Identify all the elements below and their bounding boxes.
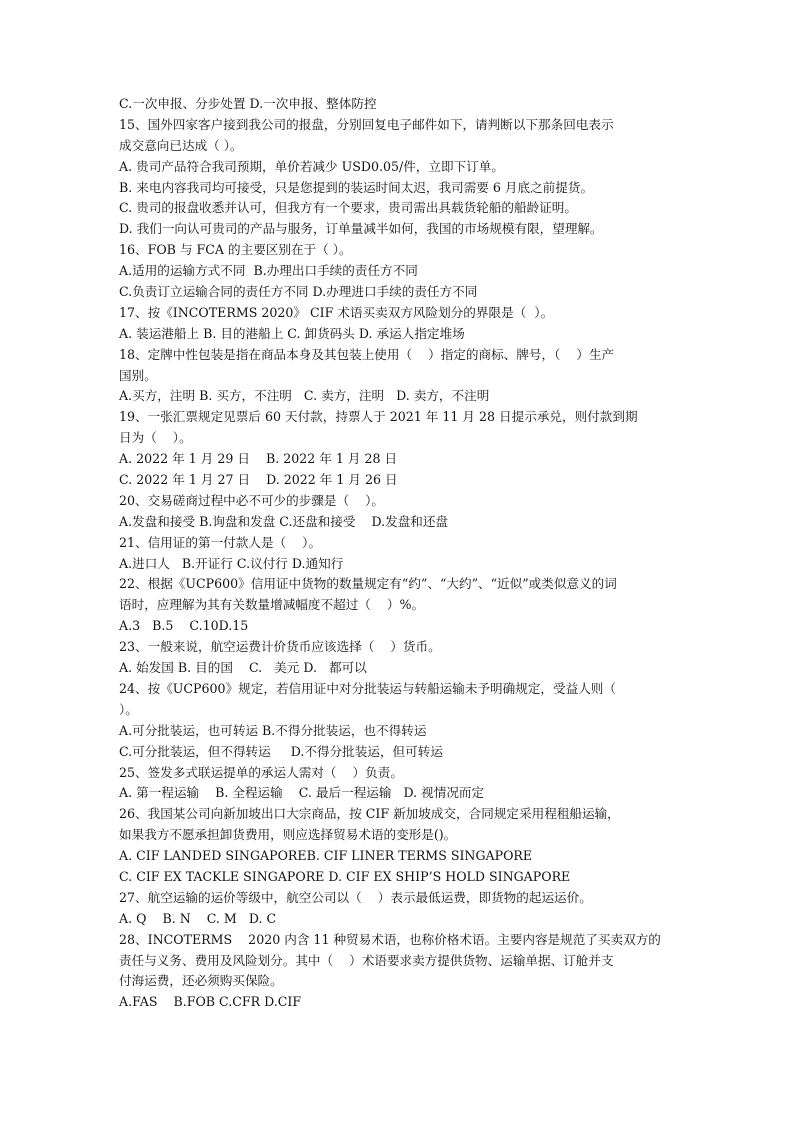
question-28-stem-cont: 责任与义务、费用及风险划分。其中（ ）术语要求卖方提供货物、运输单据、订舱并支 <box>119 952 614 968</box>
question-26-stem: 26、我国某公司向新加坡出口大宗商品，按 CIF 新加坡成交，合同规定采用程租船运输， <box>119 806 620 822</box>
question-18-stem-cont: 国别。 <box>119 367 157 383</box>
question-19-options-cd: C. 2022 年 1 月 27 日 D. 2022 年 1 月 26 日 <box>119 472 398 488</box>
question-26-stem-cont: 如果我方不愿承担卸货费用，则应选择贸易术语的变形是()。 <box>119 827 457 843</box>
question-24-options-ab: A.可分批装运，也可转运 B.不得分批装运，也不得转运 <box>119 722 427 738</box>
question-24-options-cd: C.可分批装运，但不得转运 D.不得分批装运，但可转运 <box>119 743 443 759</box>
question-15-option-b: B. 来电内容我司均可接受，只是您提到的装运时间太迟，我司需要 6 月底之前提货。 <box>119 179 594 195</box>
question-16-options-cd: C.负责订立运输合同的责任方不同 D.办理进口手续的责任方不同 <box>119 284 478 300</box>
question-text-block <box>119 94 679 1013</box>
question-15-stem-cont: 成交意向已达成（ ）。 <box>119 137 243 153</box>
question-28-options: A.FAS B.FOB C.CFR D.CIF <box>119 994 302 1010</box>
question-26-options-cd: C. CIF EX TACKLE SINGAPORE D. CIF EX SHIP’S HOLD SINGAPORE <box>119 868 571 884</box>
question-19-options-ab: A. 2022 年 1 月 29 日 B. 2022 年 1 月 28 日 <box>119 451 398 467</box>
question-19-stem: 19、一张汇票规定见票后 60 天付款，持票人于 2021 年 11 月 28 日提示承兑，则付款到期 <box>119 409 638 425</box>
question-17-options: A. 装运港船上 B. 目的港船上 C. 卸货码头 D. 承运人指定堆场 <box>119 325 465 341</box>
question-15-option-a: A. 贵司产品符合我司预期，单价若减少 USD0.05/件，立即下订单。 <box>119 158 504 174</box>
question-27-options: A. Q B. N C. M D. C <box>119 910 277 926</box>
question-25-options: A. 第一程运输 B. 全程运输 C. 最后一程运输 D. 视情况而定 <box>119 785 485 801</box>
question-28-stem: 28、INCOTERMS 2020 内含 11 种贸易术语，也称价格术语。主要内容是规范了买卖双方的 <box>119 931 661 947</box>
question-24-stem: 24、按《UCP600》规定，若信用证中对分批装运与转船运输未予明确规定，受益人则（ <box>119 680 616 696</box>
question-21-stem: 21、信用证的第一付款人是（ ）。 <box>119 534 322 550</box>
question-16-stem: 16、FOB 与 FCA 的主要区别在于（ ）。 <box>119 242 352 258</box>
question-22-options: A.3 B.5 C.10D.15 <box>119 618 249 634</box>
question-26-options-ab: A. CIF LANDED SINGAPOREB. CIF LINER TERMS SINGAPORE <box>119 848 533 864</box>
question-22-stem: 22、根据《UCP600》信用证中货物的数量规定有“约”、“大约”、“近似”或类似意义的词 <box>119 576 617 592</box>
question-15-option-d: D. 我们一向认可贵司的产品与服务，订单量减半如何，我国的市场规模有限，望理解。 <box>119 221 603 237</box>
question-25-stem: 25、签发多式联运提单的承运人需对（ ）负责。 <box>119 764 403 780</box>
question-17-stem: 17、按《INCOTERMS 2020》 CIF 术语买卖双方风险划分的界限是（ ）。 <box>119 304 554 320</box>
question-20-stem: 20、交易磋商过程中必不可少的步骤是（ ）。 <box>119 492 385 508</box>
question-19-stem-cont: 日为（ ）。 <box>119 430 192 446</box>
option-line-14-cd: C.一次申报、分步处置 D.一次申报、整体防控 <box>119 96 377 111</box>
question-15-option-c: C. 贵司的报盘收悉并认可，但我方有一个要求，贵司需出具载货轮船的船龄证明。 <box>119 200 577 216</box>
question-22-stem-cont: 语时，应理解为其有关数量增减幅度不超过（ ）%。 <box>119 597 425 613</box>
question-23-options: A. 始发国 B. 目的国 C. 美元 D. 都可以 <box>119 660 367 676</box>
question-24-stem-cont: ）。 <box>119 701 138 717</box>
question-27-stem: 27、航空运输的运价等级中，航空公司以（ ）表示最低运费，即货物的起运运价。 <box>119 889 592 905</box>
question-28-stem-cont-2: 付海运费，还必须购买保险。 <box>119 973 283 989</box>
question-20-options: A.发盘和接受 B.询盘和发盘 C.还盘和接受 D.发盘和还盘 <box>119 513 449 529</box>
question-23-stem: 23、一般来说，航空运费计价货币应该选择（ ）货币。 <box>119 639 441 655</box>
question-15-stem: 15、国外四家客户接到我公司的报盘，分别回复电子邮件如下，请判断以下那条回电表示 <box>119 116 614 132</box>
question-16-options-ab: A.适用的运输方式不同 B.办理出口手续的责任方不同 <box>119 263 418 279</box>
question-18-options: A.买方，注明 B. 买方，不注明 C. 卖方，注明 D. 卖方，不注明 <box>119 388 490 404</box>
question-21-options: A.进口人 B.开证行 C.议付行 D.通知行 <box>119 555 344 571</box>
question-18-stem: 18、定牌中性包装是指在商品本身及其包装上使用（ ）指定的商标、牌号，（ ）生产 <box>119 346 615 362</box>
